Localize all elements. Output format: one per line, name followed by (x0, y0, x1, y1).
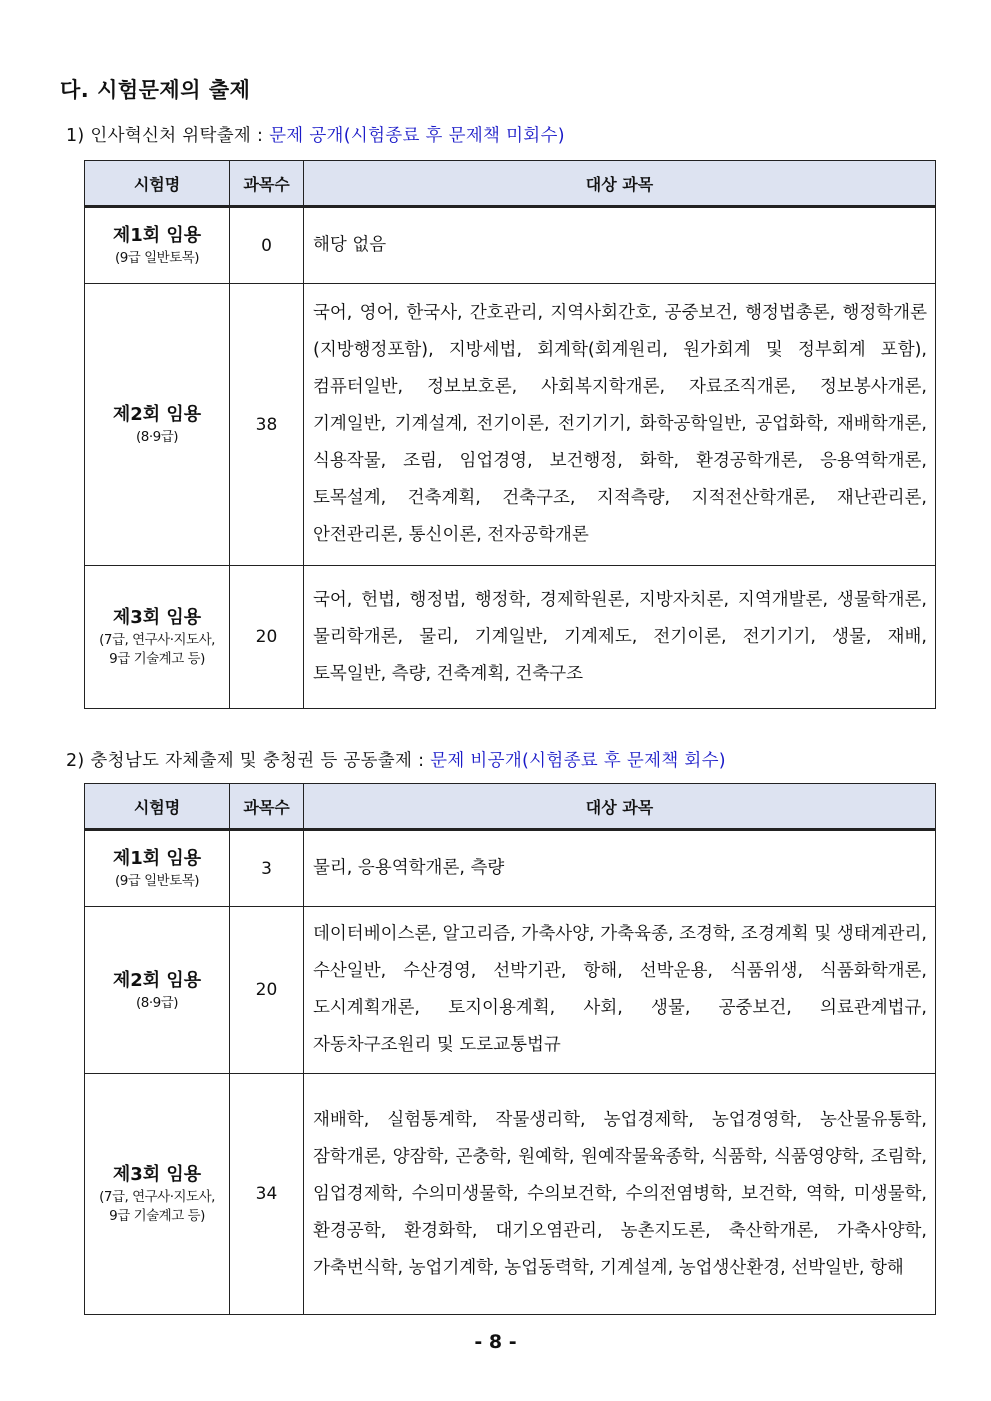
column-header-target-subjects: 대상 과목 (304, 161, 936, 207)
table-header-row (85, 784, 936, 830)
exam-grade-line2: 9급 기술계고 등) (109, 1208, 205, 1224)
exam-name-cell (85, 566, 230, 709)
exam-name-cell (85, 1074, 230, 1315)
table-row (85, 566, 936, 709)
subject-count: 34 (230, 1074, 304, 1315)
exam-grade: (9급 일반토목) (114, 250, 200, 266)
exam-grade: (9급 일반토목) (114, 873, 200, 889)
exam-name-cell (85, 907, 230, 1074)
exam-name-cell (85, 284, 230, 566)
subject-count: 3 (230, 830, 304, 907)
part2-table (84, 783, 936, 1315)
exam-grade: (8·9급) (135, 429, 179, 445)
subject-list: 재배학, 실험통계학, 작물생리학, 농업경제학, 농업경영학, 농산물유통학, 잠학개론, 양잠학, 곤충학, 원예학, 원예작물육종학, 식품학, 식품영양학, 조림학, 임업경제학, 수의미생물학, 수의보건학, 수의전염병학, 보건학, 역학, 미생물학, 환경공학, 환경화학, 대기오염관리, 농촌지도론, 축산학개론, 가축사양학, 가축번식학, 농업기계학, 농업동력학, 기계설계, 농업생산환경, 선박일반, 항해 (304, 1074, 936, 1315)
exam-grade-line1: (7급, 연구사·지도사, (99, 1189, 215, 1205)
subject-count: 0 (230, 207, 304, 284)
column-header-exam-name: 시험명 (85, 161, 230, 207)
column-header-target-subjects: 대상 과목 (304, 784, 936, 830)
part2-heading (66, 747, 726, 772)
column-header-subject-count: 과목수 (230, 161, 304, 207)
part1-heading (66, 122, 565, 147)
exam-name-cell (85, 207, 230, 284)
subject-list: 물리, 응용역학개론, 측량 (304, 830, 936, 907)
exam-name: 제1회 임용 (112, 848, 202, 869)
subject-list: 국어, 헌법, 행정법, 행정학, 경제학원론, 지방자치론, 지역개발론, 생물학개론, 물리학개론, 물리, 기계일반, 기계제도, 전기이론, 전기기기, 생물, 재배, 토목일반, 측량, 건축계획, 건축구조 (304, 566, 936, 709)
table-row (85, 1074, 936, 1315)
exam-name: 제2회 임용 (112, 404, 202, 425)
exam-name: 제1회 임용 (112, 225, 202, 246)
exam-grade: (8·9급) (135, 994, 179, 1011)
table-row (85, 284, 936, 566)
exam-name: 제3회 임용 (112, 607, 202, 628)
subject-count: 20 (230, 907, 304, 1074)
subject-list: 국어, 영어, 한국사, 간호관리, 지역사회간호, 공중보건, 행정법총론, 행정학개론(지방행정포함), 지방세법, 회계학(회계원리, 원가회계 및 정부회계 포함), 컴퓨터일반, 정보보호론, 사회복지학개론, 자료조직개론, 정보봉사개론, 기계일반, 기계설계, 전기이론, 전기기기, 화학공학일반, 공업화학, 재배학개론, 식용작물, 조림, 임업경영, 보건행정, 화학, 환경공학개론, 응용역학개론, 토목설계, 건축계획, 건축구조, 지적측량, 지적전산학개론, 재난관리론, 안전관리론, 통신이론, 전자공학개론 (304, 284, 936, 566)
exam-name: 제3회 임용 (112, 1164, 202, 1185)
part2-heading-highlight: 문제 비공개(시험종료 후 문제책 회수) (430, 751, 726, 771)
part1-heading-prefix: 1) 인사혁신처 위탁출제 : (66, 126, 270, 146)
column-header-subject-count: 과목수 (230, 784, 304, 830)
table-row (85, 207, 936, 284)
exam-grade-line2: 9급 기술계고 등) (109, 651, 205, 667)
part2-heading-prefix: 2) 충청남도 자체출제 및 충청권 등 공동출제 : (66, 751, 431, 771)
exam-grade-line1: (7급, 연구사·지도사, (99, 632, 215, 648)
part1-table (84, 160, 936, 709)
table-header-row (85, 161, 936, 207)
page-number: - 8 - (474, 1331, 517, 1353)
subject-list: 데이터베이스론, 알고리즘, 가축사양, 가축육종, 조경학, 조경계획 및 생태계관리, 수산일반, 수산경영, 선박기관, 항해, 선박운용, 식품위생, 식품화학개론, 도시계획개론, 토지이용계획, 사회, 생물, 공중보건, 의료관계법규, 자동차구조원리 및 도로교통법규 (304, 907, 936, 1074)
exam-name: 제2회 임용 (112, 969, 202, 991)
table-row (85, 907, 936, 1074)
column-header-exam-name: 시험명 (85, 784, 230, 830)
subject-list: 해당 없음 (304, 207, 936, 284)
subject-count: 38 (230, 284, 304, 566)
exam-name-cell (85, 830, 230, 907)
subject-count: 20 (230, 566, 304, 709)
section-title: 다. 시험문제의 출제 (60, 78, 251, 102)
table-row (85, 830, 936, 907)
part1-heading-highlight: 문제 공개(시험종료 후 문제책 미회수) (269, 126, 565, 146)
